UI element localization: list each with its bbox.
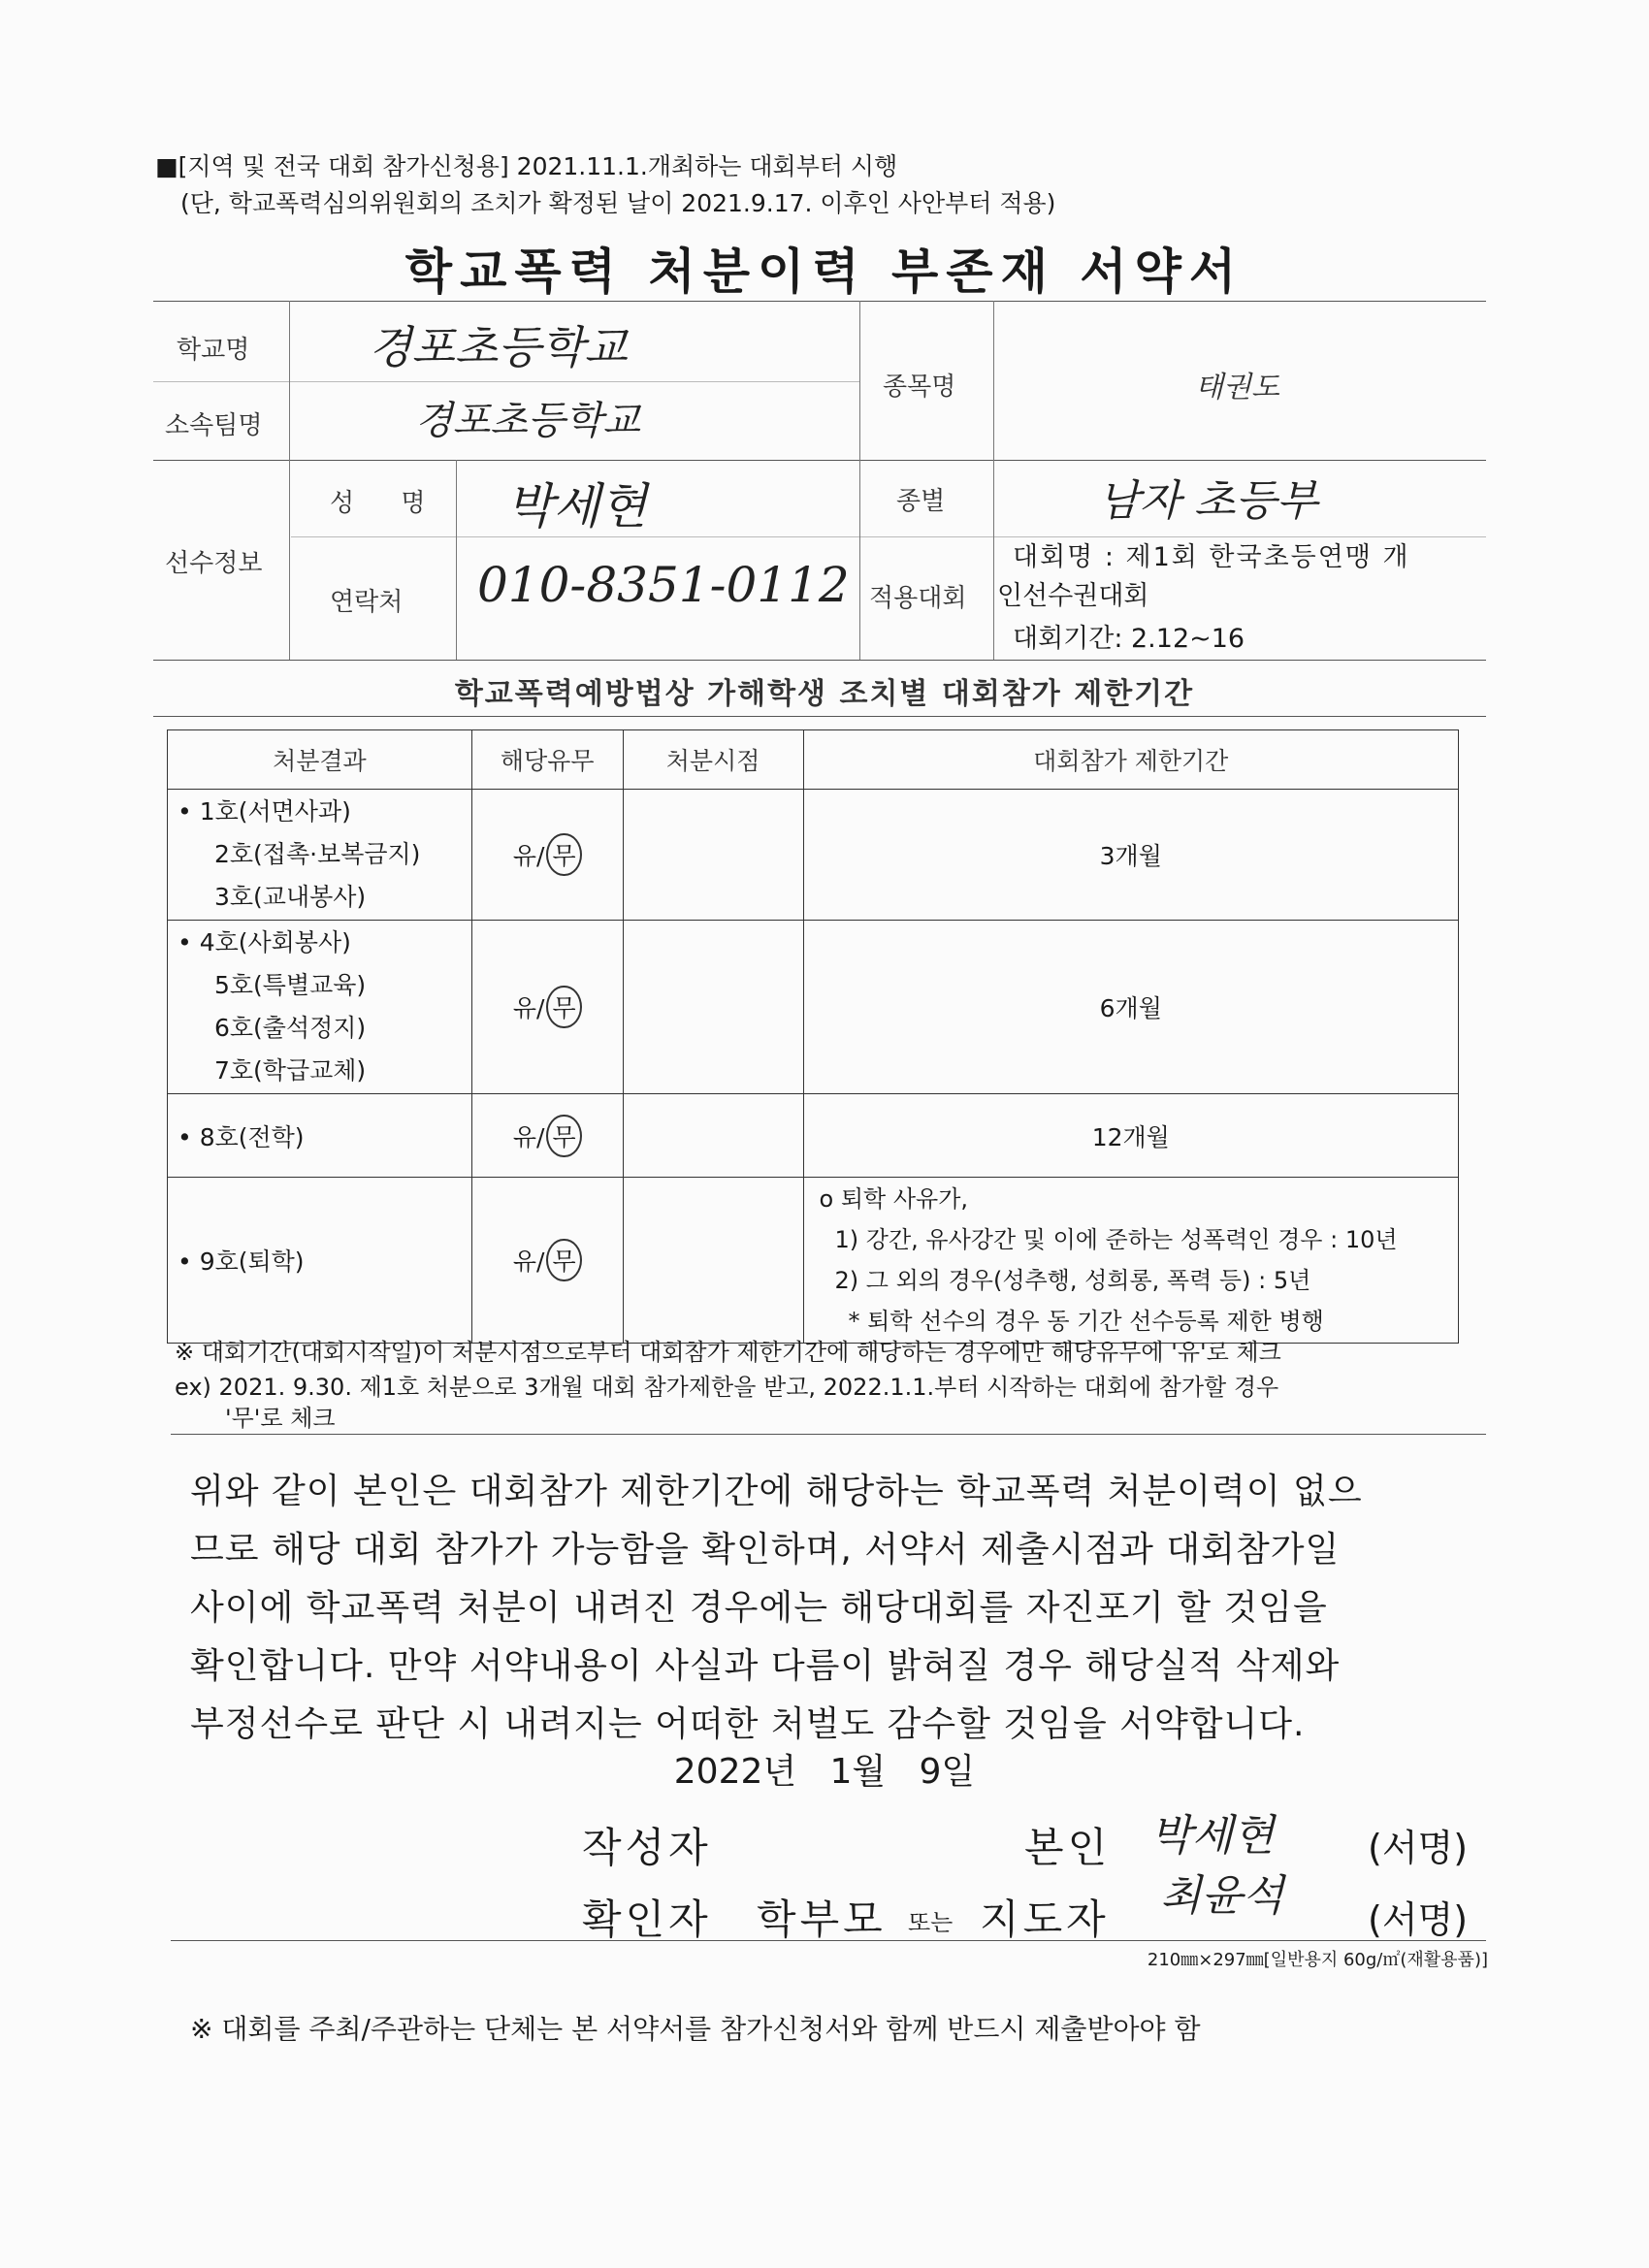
time-cell [623,1178,803,1344]
contact-value: 010-8351-0112 [477,557,850,613]
parent-label: 학부모 [757,1895,887,1943]
yes-option: 유/ [512,994,545,1022]
result-line: • 8호(전학) [178,1122,305,1151]
period-cell: 12개월 [803,1094,1458,1178]
sport-label: 종목명 [883,373,956,402]
self-seal: (서명) [1368,1827,1469,1869]
result-line: 7호(학급교체) [214,1056,367,1085]
pledge-line: 위와 같이 본인은 대회참가 제한기간에 해당하는 학교폭력 처분이력이 없으 [190,1472,1363,1511]
competition-name-line1: 대회명 : 제1회 한국초등연맹 개 [1013,542,1410,572]
coach-signature: 최윤석 [1160,1871,1284,1921]
divider [171,1434,1486,1435]
period-line: o 퇴학 사유가, [819,1185,969,1213]
period-line: * 퇴학 선수의 경우 동 기간 선수등록 제한 병행 [848,1308,1324,1335]
table-row [168,1178,1459,1344]
page-title: 학교폭력 처분이력 부존재 서약서 [404,243,1245,300]
divider [289,301,290,660]
or-label: 또는 [908,1909,954,1936]
pledge-line: 부정선수로 판단 시 내려지는 어떠한 처벌도 감수할 것임을 서약합니다. [190,1704,1306,1744]
name-label: 성 명 [330,489,445,518]
self-signature: 박세현 [1150,1811,1275,1861]
period-line: 2) 그 외의 경우(성추행, 성희롱, 폭력 등) : 5년 [834,1267,1311,1294]
footer-note: ※ 대회를 주최/주관하는 단체는 본 서약서를 참가신청서와 함께 반드시 제출받아야 함 [190,2013,1201,2045]
time-cell [623,790,803,921]
divider [859,301,860,660]
competition-name-line2: 인선수권대회 [997,581,1149,611]
divider [153,716,1486,717]
header-result: 처분결과 [168,730,472,790]
contact-label: 연락처 [330,588,404,617]
name-value: 박세현 [506,478,647,535]
table-row [168,921,1459,1094]
divider [153,460,1486,461]
no-option-circled: 무 [546,1239,581,1281]
time-cell [623,1094,803,1178]
applicable-cell [471,1178,623,1344]
divider [153,381,859,382]
athlete-info-label: 선수정보 [165,549,263,578]
pledge-line: 므로 해당 대회 참가가 가능함을 확인하며, 서약서 제출시점과 대회참가일 [190,1530,1341,1570]
result-line: 6호(출석정지) [214,1014,367,1042]
section-title: 학교폭력예방법상 가해학생 조치별 대회참가 제한기간 [454,677,1195,711]
period-line: 1) 강간, 유사강간 및 이에 준하는 성폭력인 경우 : 10년 [834,1226,1398,1253]
notice-line-2: (단, 학교폭력심의위원회의 조치가 확정된 날이 2021.9.17. 이후인 사안부터 적용) [180,189,1056,217]
school-value: 경포초등학교 [369,321,628,373]
no-option-circled: 무 [546,986,581,1028]
table-row [168,1094,1459,1178]
result-line: • 4호(사회봉사) [178,928,351,956]
applicable-cell [471,1094,623,1178]
yes-option: 유/ [512,1122,545,1151]
divider [456,460,457,660]
pledge-date: 2022년 1월 9일 [673,1752,976,1792]
no-option-circled: 무 [546,833,581,876]
restriction-table [167,729,1459,1344]
divider [153,301,1486,302]
period-cell: 3개월 [803,790,1458,921]
confirmer-label: 확인자 [582,1895,712,1943]
applicable-cell [471,790,623,921]
result-line: 3호(교내봉사) [214,883,367,911]
paper-spec: 210㎜×297㎜[일반용지 60g/㎡(재활용품)] [1147,1950,1488,1970]
team-label: 소속팀명 [165,411,263,440]
sport-value: 태권도 [1195,371,1279,405]
note-3: '무'로 체크 [225,1405,336,1432]
note-1: ※ 대회기간(대회시작일)이 처분시점으로부터 대회참가 제한기간에 해당하는 경우에만 해당유무에 '유'로 체크 [175,1339,1281,1366]
coach-seal: (서명) [1368,1898,1469,1941]
period-cell: 6개월 [803,921,1458,1094]
table-header-row [168,730,1459,790]
header-period: 대회참가 제한기간 [803,730,1458,790]
no-option-circled: 무 [546,1115,581,1157]
divider [171,1940,1486,1941]
school-label: 학교명 [177,336,250,365]
competition-period: 대회기간: 2.12~16 [1013,624,1245,654]
divider [993,301,994,660]
author-label: 작성자 [582,1824,712,1871]
self-label: 본인 [1024,1824,1112,1871]
header-time: 처분시점 [623,730,803,790]
notice-line-1: ■[지역 및 전국 대회 참가신청용] 2021.11.1.개최하는 대회부터 시행 [155,152,898,180]
pledge-line: 확인합니다. 만약 서약내용이 사실과 다름이 밝혀질 경우 해당실적 삭제와 [190,1646,1341,1686]
pledge-text [190,1463,1471,1754]
result-line: • 1호(서면사과) [178,797,351,826]
result-line: • 9호(퇴학) [178,1247,305,1276]
competition-label: 적용대회 [869,584,967,613]
yes-option: 유/ [512,1247,545,1276]
applicable-cell [471,921,623,1094]
team-value: 경포초등학교 [415,399,640,443]
divider [153,660,1486,661]
note-2: ex) 2021. 9.30. 제1호 처분으로 3개월 대회 참가제한을 받고, 2022.1.1.부터 시작하는 대회에 참가할 경우 [175,1374,1279,1401]
result-line: 2호(접촉·보복금지) [214,840,421,868]
table-row [168,790,1459,921]
category-value: 남자 초등부 [1098,476,1318,526]
pledge-line: 사이에 학교폭력 처분이 내려진 경우에는 해당대회를 자진포기 할 것임을 [190,1588,1328,1628]
coach-label: 지도자 [980,1895,1110,1943]
result-line: 5호(특별교육) [214,971,367,999]
yes-option: 유/ [512,842,545,870]
header-applicable: 해당유무 [471,730,623,790]
category-label: 종별 [896,487,946,516]
time-cell [623,921,803,1094]
